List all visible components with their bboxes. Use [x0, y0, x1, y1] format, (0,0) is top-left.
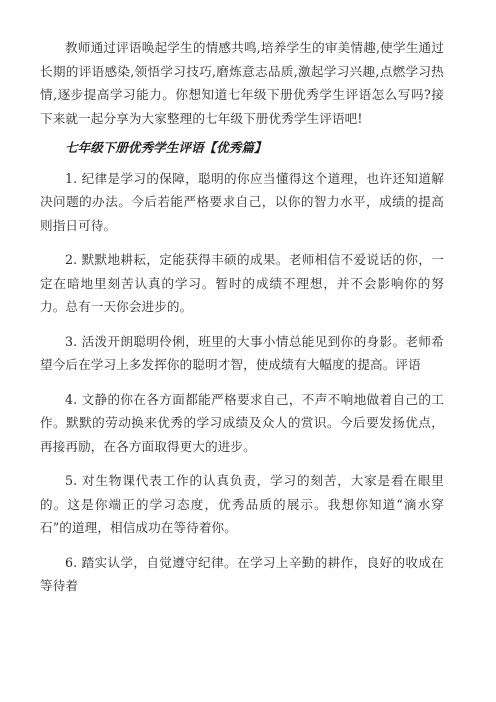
- comment-item-6: 6. 踏实认学，自觉遵守纪律。在学习上辛勤的耕作，良好的收成在等待着: [40, 554, 444, 593]
- comment-item-5: 5. 对生物课代表工作的认真负责，学习的刻苦，大家是看在眼里的。这是你端正的学习态度，优秀品质的展示。我想你知道“滴水穿石”的道理，相信成功在等待着你。: [40, 473, 444, 535]
- intro-paragraph: 教师通过评语唤起学生的情感共鸣,培养学生的审美情趣,使学生通过长期的评语感染,领悟学习技巧,磨炼意志品质,激起学习兴趣,点燃学习热情,逐步提高学习能力。你想知道七年级下册优秀学生评语怎么写吗?接下来就一起分享为大家整理的七年级下册优秀学生评语吧!: [40, 40, 444, 126]
- comment-item-4: 4. 文静的你在各方面都能严格要求自己，不声不响地做着自己的工作。默默的劳动换来优秀的学习成绩及众人的赏识。今后要发扬优点，再接再励，在各方面取得更大的进步。: [40, 391, 444, 454]
- comment-item-2: 2. 默默地耕耘，定能获得丰硕的成果。老师相信不爱说话的你，一定在暗地里刻苦认真的学习。暂时的成绩不理想，并不会影响你的努力。总有一天你会进步的。: [40, 252, 444, 314]
- comment-item-3: 3. 活泼开朗聪明伶俐，班里的大事小情总能见到你的身影。老师希望今后在学习上多发挥你的聪明才智，使成绩有大幅度的提高。评语: [40, 333, 444, 372]
- comment-item-1: 1. 纪律是学习的保障，聪明的你应当懂得这个道理，也许还知道解决问题的办法。今后若能严格要求自己，以你的智力水平，成绩的提高则指日可待。: [40, 170, 444, 233]
- section-heading: 七年级下册优秀学生评语【优秀篇】: [65, 140, 267, 155]
